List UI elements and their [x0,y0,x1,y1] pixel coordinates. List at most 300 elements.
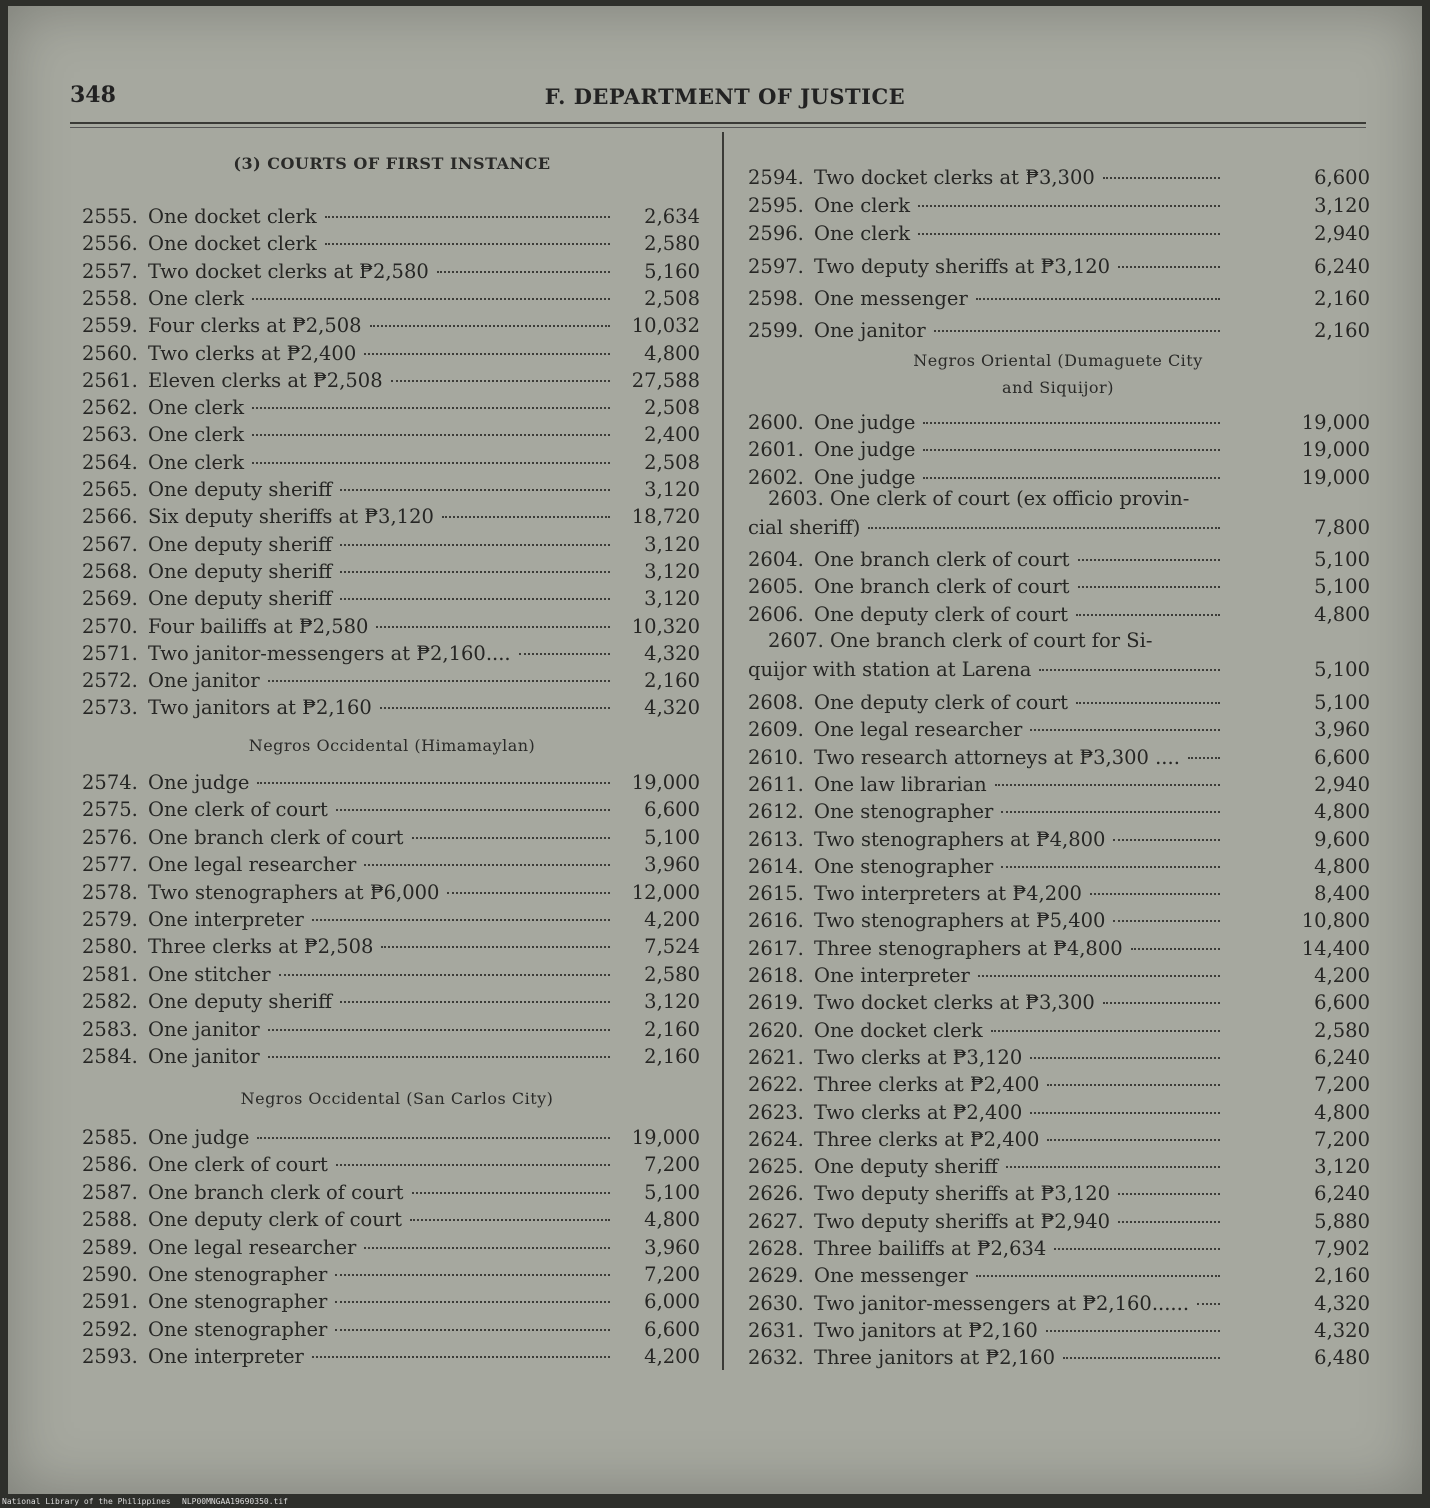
entry-description: One deputy sheriff [148,990,332,1014]
dot-leader [376,626,610,628]
entry-number: 2580. [82,935,138,959]
entry-amount: 6,240 [1314,1045,1370,1069]
entry-2607-line2 [748,655,1370,684]
entry-amount: 7,200 [644,1263,700,1286]
entry-number: 2627. [748,1209,804,1233]
entry-amount: 5,880 [1314,1209,1370,1233]
list-item [748,255,1370,281]
entry-amount: 7,800 [1314,516,1370,539]
entry-amount: 7,200 [1314,1073,1370,1097]
dot-leader [1006,1166,1220,1168]
entry-description: One deputy sheriff [148,559,332,583]
entry-description: One judge [814,411,916,434]
list-item [82,1208,700,1234]
entry-number: 2565. [82,478,138,501]
list-item [748,937,1370,963]
entry-amount: 3,120 [1314,1155,1370,1179]
dot-leader [1197,1303,1220,1305]
entry-description: One clerk [148,450,245,474]
entry-description: One deputy clerk of court [148,1208,402,1232]
entry-amount: 6,240 [1314,1182,1370,1206]
entry-number: 2555. [82,205,138,228]
entry-number: 2596. [748,222,804,245]
dot-leader [335,1329,610,1331]
footer-file: NLP00MNGAA19690350.tif [182,1497,288,1506]
list-item [748,1264,1370,1290]
dot-leader [268,1056,610,1058]
group-heading-san-carlos: Negros Occidental (San Carlos City) [240,1089,554,1108]
list-item [82,451,700,477]
entry-amount: 14,400 [1301,936,1370,960]
entry-amount: 2,580 [644,232,700,256]
entry-description: One judge [814,465,916,489]
dot-leader [252,298,610,300]
dot-leader [340,489,610,491]
entry-description: One janitor [148,1045,260,1068]
entry-amount: 2,580 [1314,1018,1370,1042]
entry-amount: 3,960 [644,853,700,877]
entry-number: 2613. [748,827,804,851]
list-item [748,1073,1370,1099]
entry-description: One stenographer [148,1317,328,1341]
dot-leader [976,298,1220,300]
entry-description: One docket clerk [148,205,317,228]
dot-leader [252,434,610,436]
entry-description: One messenger [814,1264,968,1288]
dot-leader [1076,614,1220,616]
entry-amount: 8,400 [1314,882,1370,906]
dot-leader [370,325,610,327]
header-rule [70,122,1366,124]
entry-number: 2615. [748,882,804,906]
dot-leader [1054,1248,1220,1250]
column-divider [722,132,724,1370]
dot-leader [868,527,1220,529]
entry-2603-line1: 2603. One clerk of court (ex officio provin- [768,487,1190,510]
entry-amount: 19,000 [631,771,700,794]
list-item [748,1346,1370,1372]
entry-amount: 2,160 [1314,287,1370,310]
group-heading-negros-oriental-line2: and Siquijor) [1002,378,1114,397]
list-item [748,603,1370,629]
list-item [748,466,1370,492]
entry-amount: 5,100 [1314,658,1370,681]
entry-description: Two janitors at ₱2,160 [814,1318,1038,1342]
entry-number: 2629. [748,1264,804,1288]
list-item [82,615,700,641]
list-item [82,798,700,824]
entry-description: One janitor [148,1017,260,1041]
list-item [82,908,700,934]
entry-amount: 19,000 [1301,465,1370,489]
entry-amount: 3,120 [644,990,700,1014]
entry-number: 2589. [82,1235,138,1259]
entry-amount: 4,320 [1314,1291,1370,1315]
entry-number: 2632. [748,1346,804,1370]
entry-number: 2622. [748,1073,804,1097]
entry-number: 2609. [748,718,804,742]
dot-leader [364,1247,610,1249]
dot-leader [1113,839,1220,841]
entry-number: 2562. [82,396,138,420]
entry-description: One messenger [814,287,968,310]
dot-leader [410,1219,610,1221]
entry-amount: 5,100 [1314,575,1370,599]
entry-description: One docket clerk [814,1018,983,1042]
entry-description: One stenographer [148,1290,328,1314]
list-item [82,963,700,989]
dot-leader [1118,1193,1220,1195]
entry-number: 2617. [748,936,804,960]
list-item [748,222,1370,248]
entry-number: 2631. [748,1318,804,1342]
entry-number: 2612. [748,800,804,824]
list-item [82,314,700,340]
entry-amount: 2,160 [1314,319,1370,342]
dot-leader [1118,1221,1220,1223]
list-item [748,691,1370,717]
dot-leader [325,216,610,218]
entry-description: One law librarian [814,772,987,796]
dot-leader [325,243,610,245]
list-item [748,166,1370,192]
dot-leader [1030,1057,1220,1059]
entry-amount: 3,120 [644,478,700,501]
entry-amount: 19,000 [631,1126,700,1149]
list-item [748,1182,1370,1208]
entry-number: 2614. [748,854,804,878]
list-item [748,319,1370,345]
list-item [82,1345,700,1371]
entry-number: 2611. [748,772,804,796]
list-item [748,828,1370,854]
entry-amount: 9,600 [1314,827,1370,851]
dot-leader [1076,702,1220,704]
dot-leader [336,1164,610,1166]
entry-description: One clerk of court [148,1153,328,1177]
entry-number: 2605. [748,575,804,599]
list-item [82,1290,700,1316]
list-item [82,587,700,613]
dot-leader [391,380,610,382]
entry-number: 2599. [748,319,804,342]
entry-number: 2594. [748,166,804,189]
list-item [748,287,1370,313]
entry-amount: 6,600 [644,798,700,822]
list-item [82,853,700,879]
list-item [82,533,700,559]
list-item [748,1101,1370,1127]
entry-description: One deputy clerk of court [814,691,1068,714]
entry-amount: 3,960 [1314,718,1370,742]
dot-leader [1046,1330,1220,1332]
entry-description: Two clerks at ₱3,120 [814,1045,1023,1069]
entry-description: Eleven clerks at ₱2,508 [148,368,383,392]
dot-leader [268,680,610,682]
list-item [82,287,700,313]
entry-number: 2618. [748,964,804,987]
dot-leader [340,544,610,546]
list-item [82,423,700,449]
entry-description: One clerk [814,194,911,217]
entry-description: Two stenographers at ₱6,000 [148,880,440,904]
list-item [82,826,700,852]
entry-description: One clerk [148,286,245,310]
dot-leader [978,975,1220,977]
entry-number: 2575. [82,798,138,822]
dot-leader [1047,1084,1220,1086]
entry-amount: 27,588 [631,368,700,392]
entry-amount: 7,902 [1314,1237,1370,1260]
dot-leader [1078,559,1220,561]
entry-number: 2576. [82,825,138,849]
entry-number: 2557. [82,259,138,283]
dot-leader [1039,669,1220,671]
entry-amount: 4,800 [644,341,700,365]
dot-leader [268,1029,610,1031]
entry-description: One branch clerk of court [814,575,1070,599]
list-item [748,909,1370,935]
list-item [82,1318,700,1344]
document-page [8,6,1422,1494]
entry-amount: 6,480 [1314,1346,1370,1370]
entry-amount: 2,634 [644,205,700,228]
entry-2607-line2-text: quijor with station at Larena [748,658,1032,681]
entry-amount: 2,160 [1314,1264,1370,1288]
dot-leader [335,1301,610,1303]
entry-number: 2591. [82,1290,138,1314]
entry-amount: 4,800 [1314,1100,1370,1124]
list-item [82,1045,700,1071]
dot-leader [312,1356,610,1358]
list-item [82,1181,700,1207]
dot-leader [1001,811,1220,813]
list-item [748,964,1370,990]
entry-number: 2561. [82,368,138,392]
entry-description: Two deputy sheriffs at ₱3,120 [814,1182,1111,1206]
entry-amount: 3,120 [644,587,700,611]
entry-number: 2558. [82,286,138,310]
footer-source: National Library of the Philippines [2,1497,171,1506]
entry-description: Six deputy sheriffs at ₱3,120 [148,505,434,529]
entry-amount: 6,600 [1314,745,1370,769]
list-item [82,342,700,368]
entry-number: 2567. [82,532,138,556]
entry-description: One interpreter [148,1345,304,1369]
entry-number: 2585. [82,1126,138,1149]
dot-leader [412,837,610,839]
entry-description: Two docket clerks at ₱2,580 [148,259,429,283]
entry-number: 2593. [82,1345,138,1369]
section-title: (3) COURTS OF FIRST INSTANCE [233,154,551,173]
entry-description: One interpreter [814,964,970,987]
dot-leader [1030,729,1220,731]
entry-description: One legal researcher [148,1235,357,1259]
entry-description: Two janitor-messengers at ₱2,160...... [814,1291,1190,1315]
dot-leader [335,1274,610,1276]
entry-amount: 4,800 [644,1208,700,1232]
entry-number: 2577. [82,853,138,877]
page-header-title: F. DEPARTMENT OF JUSTICE [544,84,906,109]
entry-amount: 5,100 [644,1180,700,1204]
entry-amount: 6,600 [1314,991,1370,1015]
list-item [748,194,1370,220]
entry-number: 2569. [82,587,138,611]
entry-amount: 3,120 [644,532,700,556]
entry-amount: 2,940 [1314,222,1370,245]
list-item [748,773,1370,799]
entry-number: 2600. [748,411,804,434]
entry-number: 2619. [748,991,804,1015]
dot-leader [934,330,1220,332]
entry-number: 2626. [748,1182,804,1206]
entry-description: Two janitors at ₱2,160 [148,696,372,720]
dot-leader [1103,1002,1220,1004]
entry-description: Two janitor-messengers at ₱2,160.... [148,641,511,665]
entry-description: Two deputy sheriffs at ₱2,940 [814,1209,1111,1233]
dot-leader [923,422,1220,424]
list-item [748,1155,1370,1181]
entry-description: Three clerks at ₱2,400 [814,1127,1040,1151]
entry-amount: 19,000 [1301,438,1370,462]
entry-description: One clerk [814,222,911,245]
list-item [748,855,1370,881]
scan-footer [0,1496,1430,1508]
dot-leader [312,919,610,921]
dot-leader [918,233,1220,235]
entry-number: 2616. [748,909,804,933]
dot-leader [340,598,610,600]
list-item-2607 [748,626,1370,684]
dot-leader [437,271,610,273]
entry-description: Two clerks at ₱2,400 [148,341,357,365]
entry-amount: 2,508 [644,286,700,310]
entry-amount: 4,800 [1314,602,1370,626]
list-item [82,1263,700,1289]
entry-number: 2621. [748,1045,804,1069]
entry-amount: 4,320 [644,641,700,665]
entry-description: One stenographer [148,1263,328,1286]
entry-amount: 4,200 [644,908,700,931]
entry-description: Two interpreters at ₱4,200 [814,882,1082,906]
dot-leader [257,782,610,784]
entry-number: 2628. [748,1237,804,1260]
dot-leader [519,653,610,655]
dot-leader [1047,1139,1220,1141]
entry-description: One stenographer [814,800,994,824]
dot-leader [1103,177,1220,179]
list-item [748,718,1370,744]
dot-leader [1090,893,1220,895]
list-item [82,232,700,258]
list-item [748,882,1370,908]
list-item [748,1237,1370,1263]
entry-description: Four clerks at ₱2,508 [148,314,362,338]
entry-amount: 2,160 [644,669,700,693]
entry-number: 2620. [748,1018,804,1042]
list-item [748,411,1370,437]
entry-description: One clerk of court [148,798,328,822]
list-item [748,800,1370,826]
list-item [748,575,1370,601]
entry-number: 2559. [82,314,138,338]
dot-leader [336,809,610,811]
entry-amount: 2,160 [644,1045,700,1068]
list-item [82,396,700,422]
dot-leader [1113,920,1220,922]
entry-number: 2598. [748,287,804,310]
list-item [82,205,700,231]
list-item [748,548,1370,574]
entry-description: One judge [148,771,250,794]
entry-number: 2601. [748,438,804,462]
entry-number: 2560. [82,341,138,365]
entry-description: One deputy sheriff [148,532,332,556]
dot-leader [381,946,610,948]
entry-amount: 6,000 [644,1290,700,1314]
entry-number: 2571. [82,641,138,665]
list-item [748,1019,1370,1045]
list-item [82,260,700,286]
entry-number: 2608. [748,691,804,714]
entry-description: One branch clerk of court [148,825,404,849]
dot-leader [380,707,610,709]
entry-amount: 4,200 [644,1345,700,1369]
entry-number: 2581. [82,962,138,986]
dot-leader [1188,757,1220,759]
entry-number: 2592. [82,1317,138,1341]
entry-amount: 7,200 [644,1153,700,1177]
entry-amount: 4,800 [1314,800,1370,824]
entry-amount: 5,100 [1314,691,1370,714]
entry-number: 2587. [82,1180,138,1204]
entry-description: One clerk [148,396,245,420]
entry-number: 2623. [748,1100,804,1124]
list-item [82,1126,700,1152]
list-item-2603 [748,484,1370,542]
list-item [82,1153,700,1179]
entry-description: Two clerks at ₱2,400 [814,1100,1023,1124]
dot-leader [442,516,610,518]
entry-number: 2582. [82,990,138,1014]
list-item [82,369,700,395]
entry-number: 2566. [82,505,138,529]
entry-number: 2590. [82,1263,138,1286]
list-item [748,1046,1370,1072]
entry-number: 2630. [748,1291,804,1315]
entry-amount: 2,508 [644,396,700,420]
entry-description: Four bailiffs at ₱2,580 [148,614,369,638]
entry-description: Three clerks at ₱2,400 [814,1073,1040,1097]
entry-amount: 7,524 [644,935,700,959]
entry-description: Three clerks at ₱2,508 [148,935,374,959]
entry-amount: 5,100 [1314,548,1370,571]
entry-description: Two stenographers at ₱5,400 [814,909,1106,933]
entry-description: One deputy sheriff [148,587,332,611]
entry-description: Two stenographers at ₱4,800 [814,827,1106,851]
page-number: 348 [70,82,116,108]
dot-leader [976,1275,1220,1277]
dot-leader [364,864,610,866]
entry-number: 2563. [82,423,138,447]
entry-number: 2572. [82,669,138,693]
entry-number: 2602. [748,465,804,489]
entry-description: One judge [814,438,916,462]
entry-2603-line2-text: cial sheriff) [748,516,861,539]
list-item [82,505,700,531]
list-item [82,478,700,504]
entry-amount: 10,032 [631,314,700,338]
